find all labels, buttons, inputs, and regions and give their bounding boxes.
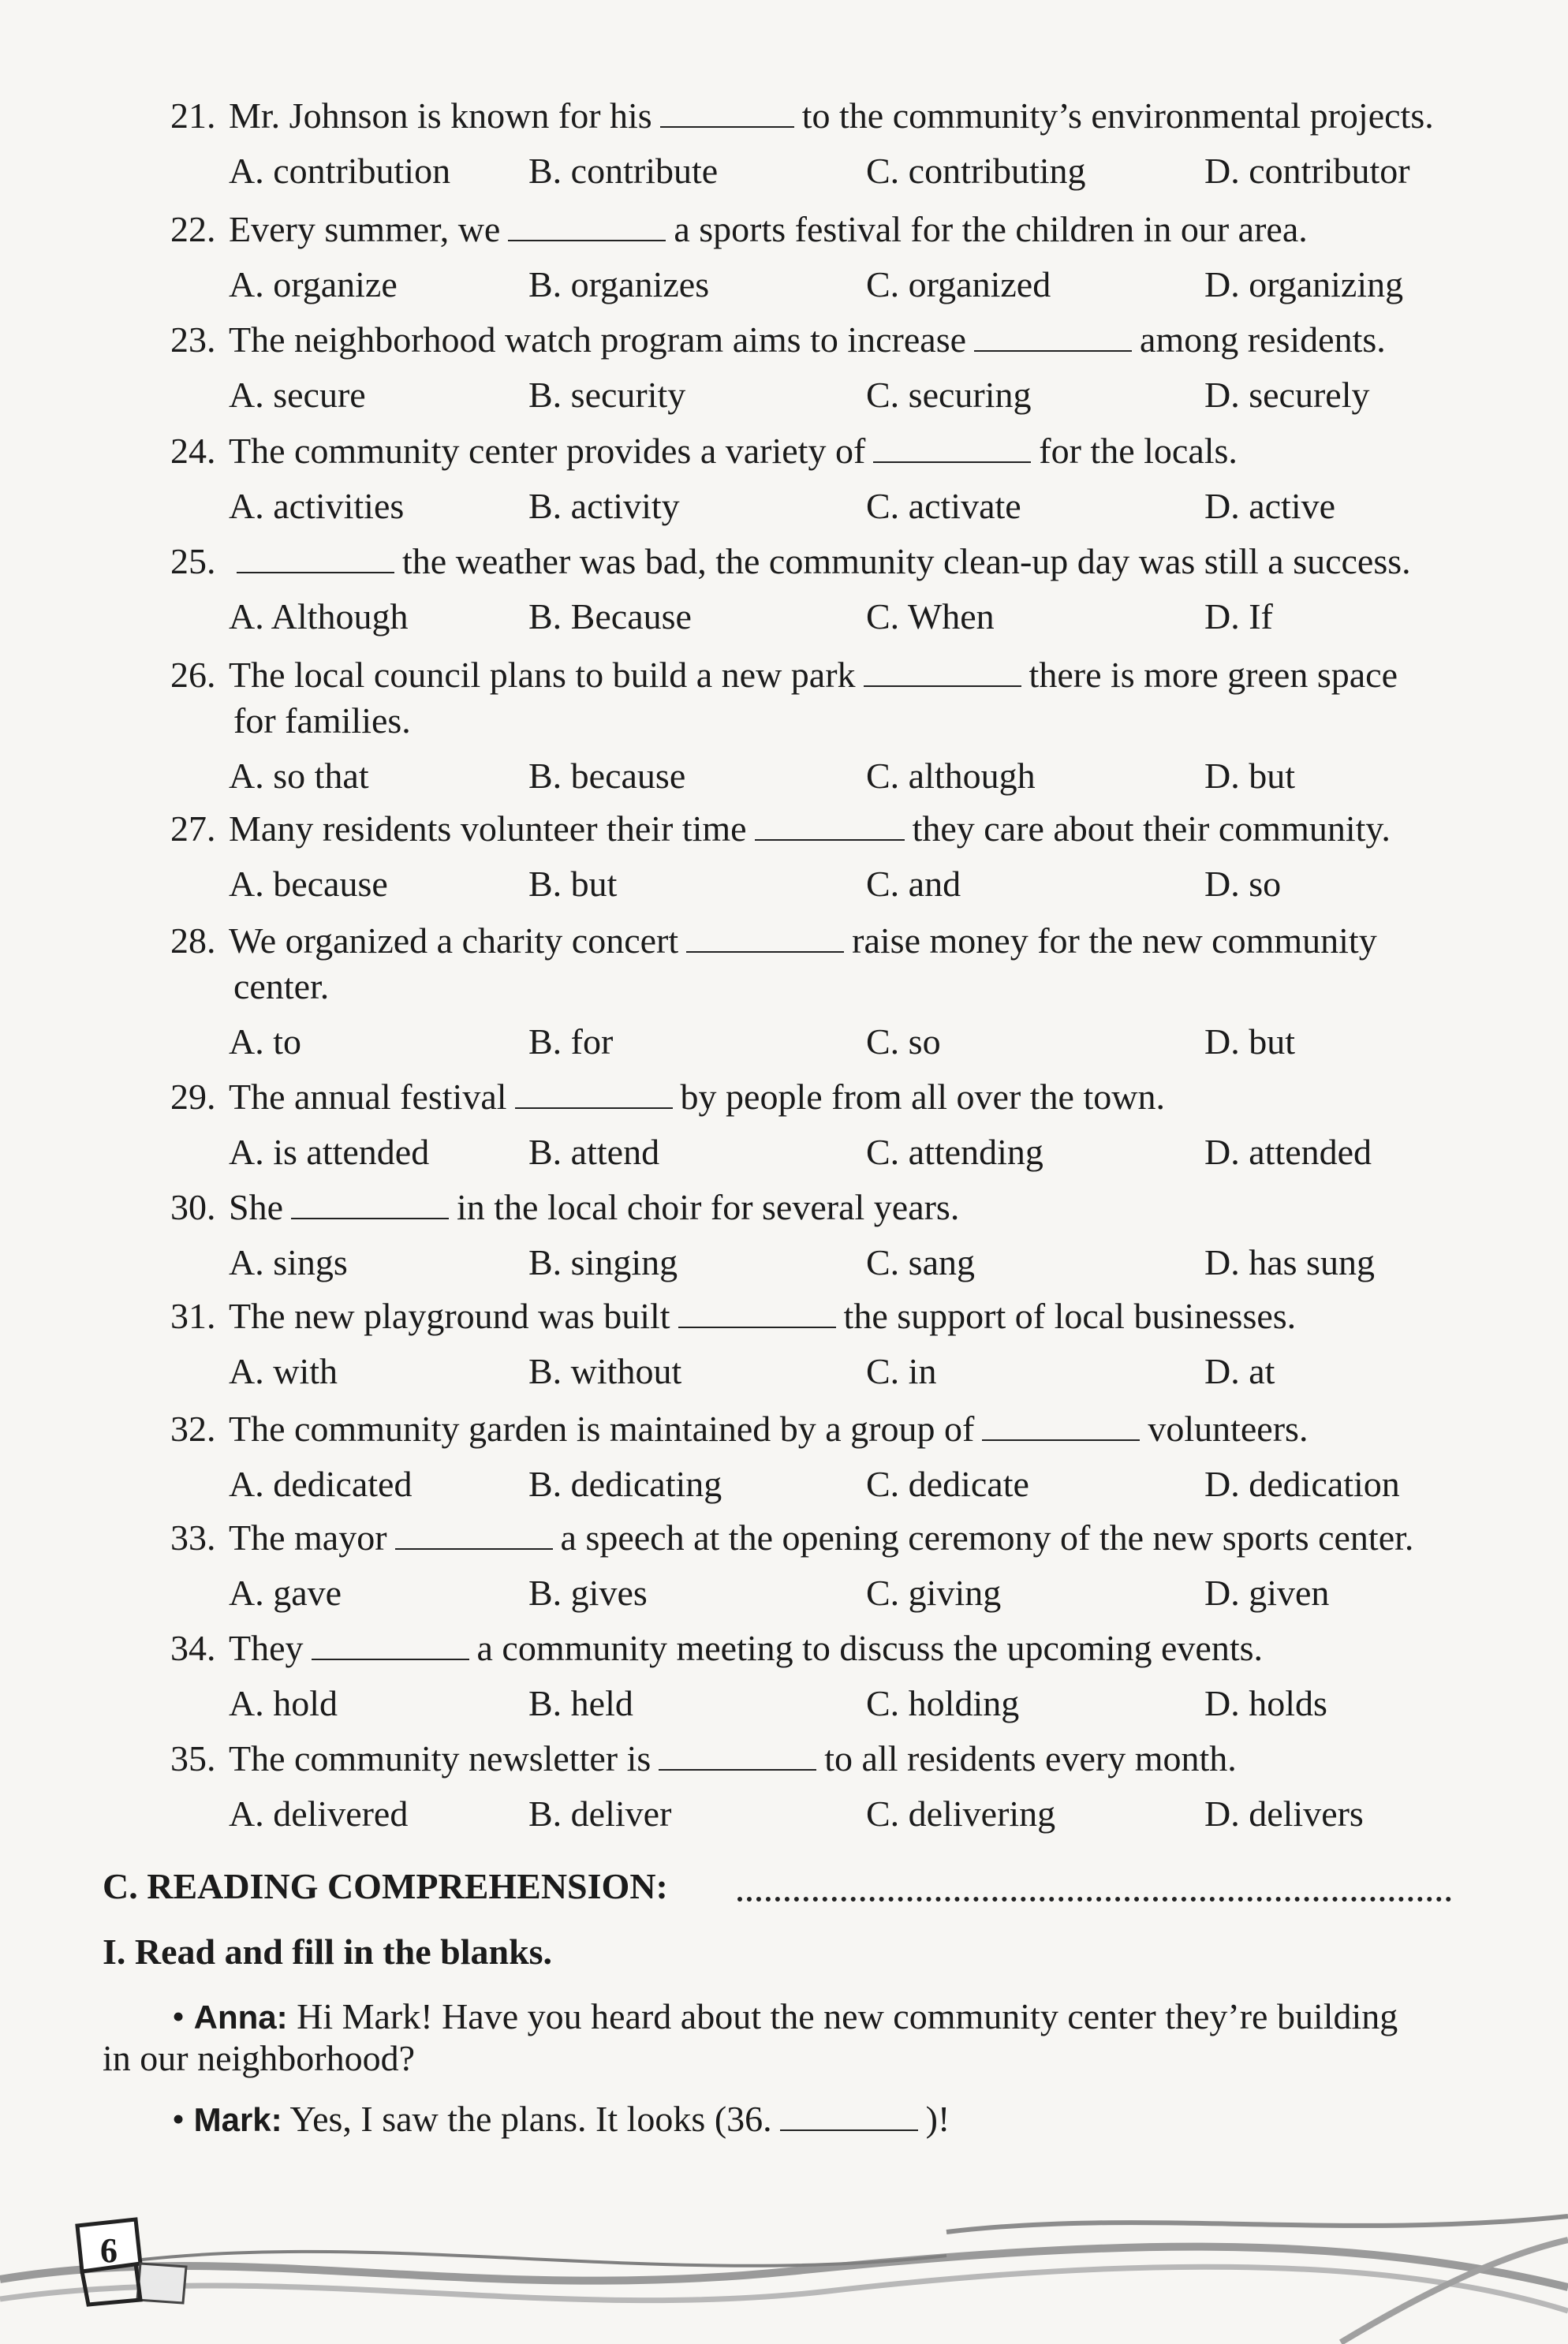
option-b[interactable]: B. attend [528,1132,660,1172]
question-23 [170,317,1472,363]
option-a[interactable]: A. contribution [229,151,451,191]
option-c[interactable]: C. sang [866,1242,975,1282]
question-31 [170,1293,1472,1339]
option-d[interactable]: D. organizing [1204,264,1404,304]
option-d[interactable]: D. active [1204,486,1336,526]
question-text-before: Mr. Johnson is known for his [229,95,652,136]
speaker-mark: Mark: [193,2101,282,2138]
option-a[interactable]: A. is attended [229,1132,430,1172]
question-number: 33. [170,1517,216,1558]
option-d[interactable]: D. If [1204,596,1273,636]
option-c[interactable]: C. giving [866,1573,1002,1613]
option-b[interactable]: B. but [528,864,618,904]
option-d[interactable]: D. but [1204,756,1295,796]
option-d[interactable]: D. contributor [1204,151,1410,191]
answer-options [229,483,1459,529]
question-text-before: The new playground was built [229,1296,670,1336]
question-text-after: a community meeting to discuss the upcoming events. [476,1628,1264,1668]
question-number: 34. [170,1628,216,1668]
section-subtitle: I. Read and fill in the blanks. [103,1932,553,1972]
answer-blank[interactable] [678,1295,836,1328]
question-text-after: raise money for the new community [852,920,1377,961]
answer-options [229,1129,1459,1175]
question-number: 23. [170,319,216,360]
option-b[interactable]: B. held [528,1683,633,1723]
question-text-after: they care about their community. [912,808,1391,849]
question-text-before: She [229,1187,283,1227]
question-27 [170,806,1472,852]
option-b[interactable]: B. dedicating [528,1464,722,1504]
option-b[interactable]: B. gives [528,1573,648,1613]
question-number: 30. [170,1187,216,1227]
option-c[interactable]: C. contributing [866,151,1086,191]
footer-decoration [0,2185,1568,2344]
option-a[interactable]: A. dedicated [229,1464,413,1504]
dialogue-line-anna [172,1994,1398,2040]
question-text-after: in the local choir for several years. [457,1187,960,1227]
option-a[interactable]: A. activities [229,486,405,526]
question-text-before: They [229,1628,304,1668]
option-d[interactable]: D. dedication [1204,1464,1400,1504]
answer-options [229,594,1459,640]
option-a[interactable]: A. sings [229,1242,348,1282]
question-text-after: among residents. [1140,319,1386,360]
answer-blank[interactable] [686,920,844,953]
option-b[interactable]: B. singing [528,1242,678,1282]
answer-blank[interactable] [237,540,394,573]
option-c[interactable]: C. and [866,864,961,904]
option-c[interactable]: C. delivering [866,1793,1056,1834]
anna-text: Hi Mark! Have you heard about the new community center they’re building [297,1996,1398,2036]
answer-options [229,1240,1459,1286]
option-a[interactable]: A. with [229,1351,338,1391]
question-text-before: The mayor [229,1517,387,1558]
dialogue-line-mark [172,2096,950,2143]
answer-blank[interactable] [291,1186,449,1219]
option-d[interactable]: D. securely [1204,375,1370,415]
answer-blank[interactable] [515,1076,673,1109]
option-a[interactable]: A. delivered [229,1793,409,1834]
answer-blank[interactable] [395,1517,553,1550]
question-21 [170,93,1472,139]
question-number: 25. [170,541,216,581]
question-text-before: The community garden is maintained by a group of [229,1409,975,1449]
question-number: 31. [170,1296,216,1336]
question-text-after: a speech at the opening ceremony of the new sports center. [560,1517,1414,1558]
mark-text: Yes, I saw the plans. It looks (36. [289,2099,772,2139]
question-33 [170,1515,1472,1561]
question-text-before: Many residents volunteer their time [229,808,747,849]
question-32 [170,1406,1472,1452]
option-c[interactable]: C. so [866,1021,941,1062]
question-text-before: The neighborhood watch program aims to increase [229,319,967,360]
question-text-after: a sports festival for the children in our area. [674,209,1308,249]
option-c[interactable]: C. When [866,596,995,636]
question-28 [170,918,1472,964]
option-c[interactable]: C. securing [866,375,1032,415]
option-b[interactable]: B. organizes [528,264,710,304]
answer-blank[interactable] [864,654,1021,687]
question-text-before: Every summer, we [229,209,501,249]
option-d[interactable]: D. has sung [1204,1242,1375,1282]
answer-options [229,861,1459,907]
option-c[interactable]: C. dedicate [866,1464,1029,1504]
question-25 [170,539,1472,584]
answer-options [229,1349,1459,1394]
question-30 [170,1185,1472,1230]
answer-blank[interactable] [974,319,1132,352]
option-b[interactable]: B. contribute [528,151,719,191]
answer-options [229,1681,1459,1726]
question-35 [170,1736,1472,1782]
answer-blank-36[interactable] [780,2098,918,2131]
question-text-after: volunteers. [1148,1409,1309,1449]
option-a[interactable]: A. because [229,864,388,904]
answer-blank[interactable] [660,95,794,128]
question-number: 24. [170,431,216,471]
bullet: • [172,2099,185,2139]
answer-options [229,372,1459,418]
question-number: 28. [170,920,216,961]
answer-options [229,148,1459,194]
question-text-before: The local council plans to build a new park [229,655,856,695]
option-d[interactable]: D. at [1204,1351,1275,1391]
bullet: • [172,1996,185,2036]
question-number: 26. [170,655,216,695]
option-d[interactable]: D. given [1204,1573,1330,1613]
question-number: 32. [170,1409,216,1449]
option-b[interactable]: B. deliver [528,1793,672,1834]
option-b[interactable]: B. activity [528,486,680,526]
question-text-after: the support of local businesses. [843,1296,1297,1336]
option-d[interactable]: D. attended [1204,1132,1372,1172]
option-c[interactable]: C. holding [866,1683,1020,1723]
answer-options [229,1570,1459,1616]
option-d[interactable]: D. holds [1204,1683,1327,1723]
question-text-continued: for families. [233,700,411,741]
option-c[interactable]: C. attending [866,1132,1043,1172]
question-text-before: The community newsletter is [229,1738,651,1779]
answer-options [229,1019,1459,1065]
question-text-after: by people from all over the town. [680,1077,1165,1117]
speaker-anna: Anna: [193,1999,288,2036]
answer-blank[interactable] [659,1737,816,1771]
option-d[interactable]: D. but [1204,1021,1295,1062]
dialogue-line-anna-cont: in our neighborhood? [103,2038,416,2078]
option-c[interactable]: C. in [866,1351,937,1391]
option-b[interactable]: B. because [528,756,686,796]
question-24 [170,428,1472,474]
answer-blank[interactable] [755,808,905,841]
answer-blank[interactable] [312,1627,469,1660]
question-text-before: The community center provides a variety of [229,431,866,471]
question-text-after: for the locals. [1039,431,1238,471]
question-text-after: there is more green space [1029,655,1398,695]
option-a[interactable]: A. hold [229,1683,338,1723]
question-34 [170,1625,1472,1671]
option-c[interactable]: C. although [866,756,1036,796]
option-a[interactable]: A. secure [229,375,366,415]
answer-blank[interactable] [982,1408,1140,1441]
question-text-after: to the community’s environmental projects. [801,95,1434,136]
option-b[interactable]: B. for [528,1021,614,1062]
option-b[interactable]: B. Because [528,596,692,636]
option-b[interactable]: B. without [528,1351,682,1391]
option-d[interactable]: D. delivers [1204,1793,1364,1834]
answer-blank[interactable] [873,430,1031,463]
answer-options [229,1791,1459,1837]
answer-options [229,753,1459,799]
option-a[interactable]: A. so that [229,756,369,796]
option-a[interactable]: A. Although [229,596,409,636]
option-a[interactable]: A. gave [229,1573,342,1613]
question-26 [170,652,1472,698]
dotted-leader [737,1889,1451,1902]
answer-options [229,262,1459,308]
question-text-after: the weather was bad, the community clean-up day was still a success. [402,541,1411,581]
question-22 [170,207,1472,252]
question-29 [170,1074,1472,1120]
option-b[interactable]: B. security [528,375,686,415]
question-number: 27. [170,808,216,849]
question-text-continued: center. [233,966,330,1006]
question-number: 35. [170,1738,216,1779]
section-title: C. READING COMPREHENSION: [103,1866,668,1906]
answer-options [229,1461,1459,1507]
question-text-before: The annual festival [229,1077,507,1117]
question-number: 29. [170,1077,216,1117]
answer-blank[interactable] [508,208,666,241]
question-number: 21. [170,95,216,136]
question-number: 22. [170,209,216,249]
option-a[interactable]: A. to [229,1021,301,1062]
question-text-after: to all residents every month. [824,1738,1237,1779]
mark-text-end: )! [925,2099,950,2139]
option-c[interactable]: C. activate [866,486,1021,526]
option-d[interactable]: D. so [1204,864,1282,904]
option-c[interactable]: C. organized [866,264,1051,304]
question-text-before: We organized a charity concert [229,920,679,961]
page-number: 6 [100,2231,118,2270]
option-a[interactable]: A. organize [229,264,398,304]
